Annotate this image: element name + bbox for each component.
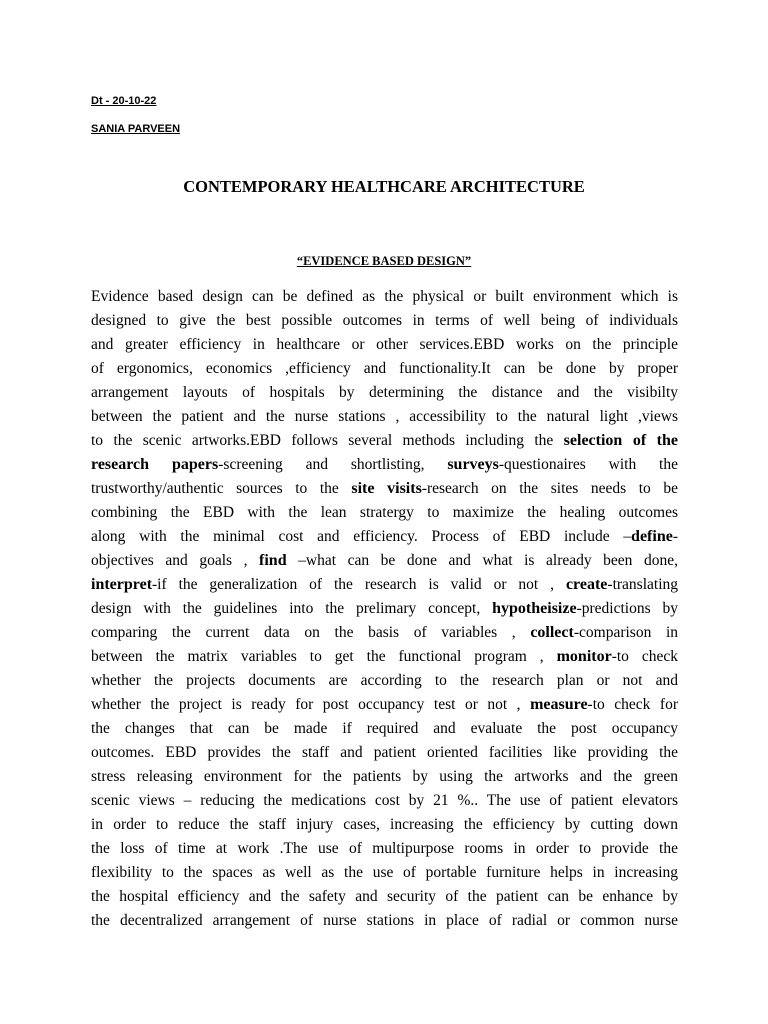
body-line [91,717,678,741]
body-line [91,357,678,381]
body-line [91,501,678,525]
document-title: CONTEMPORARY HEALTHCARE ARCHITECTURE [183,177,585,196]
body-line [91,285,678,309]
body-line [91,525,678,549]
text-run: whether the project is ready for post occupancy test or not , [91,696,531,713]
text-run: between the matrix variables to get the functional program , [91,648,557,665]
text-run: –what can be done and what is already been done, [286,552,678,569]
body-line [91,405,678,429]
text-run: outcomes. EBD provides the staff and patient oriented facilities like providing the [91,744,678,761]
body-line [91,837,678,861]
body-line [91,333,678,357]
bold-term: selection of the [563,432,678,449]
text-run: -research on the sites needs to be [421,480,678,497]
text-run: in order to reduce the staff injury cases, increasing the efficiency by cutting down [91,816,678,833]
text-run: -to check [611,648,678,665]
text-run: to the scenic artworks.EBD follows several methods including the [91,432,564,449]
date-line: Dt - 20-10-22 [91,95,157,107]
text-run: design with the guidelines into the prelimary concept, [91,600,493,617]
body-line [91,477,678,501]
body-line [91,309,678,333]
author-name: SANIA PARVEEN [91,123,181,135]
bold-term: hypotheisize [492,600,577,617]
text-run: the hospital efficiency and the safety and security of the patient can be enhance by [91,888,678,905]
text-run: the loss of time at work .The use of multipurpose rooms in order to provide the [91,840,678,857]
text-run: objectives and goals , [91,552,260,569]
bold-term: interpret [91,576,153,593]
bold-term: find [259,552,287,569]
text-run: -screening and shortlisting, [218,456,448,473]
bold-term: monitor [556,648,612,665]
body-line [91,813,678,837]
body-line [91,549,678,573]
body-line [91,453,678,477]
bold-term: measure [530,696,588,713]
body-line [91,597,678,621]
text-run: comparing the current data on the basis of variables , [91,624,531,641]
body-line [91,621,678,645]
text-run: arrangement layouts of hospitals by determining the distance and the visibilty [91,384,678,401]
text-run: the decentralized arrangement of nurse stations in place of radial or common nurse [91,912,678,929]
body-line [91,909,678,933]
body-line [91,573,678,597]
bold-term: site visits [351,480,422,497]
body-line [91,741,678,765]
text-run: trustworthy/authentic sources to the [91,480,352,497]
text-run: -translating [607,576,678,593]
bold-term: research papers [91,456,219,473]
text-run: between the patient and the nurse stations , accessibility to the natural light ,views [91,408,678,425]
bold-term: surveys [447,456,499,473]
text-run: flexibility to the spaces as well as the use of portable furniture helps in increasing [91,864,678,881]
bold-term: create [565,576,608,593]
text-run: -to check for [587,696,678,713]
body-line [91,381,678,405]
text-run: - [672,528,678,545]
body-paragraph [91,285,678,933]
body-line [91,429,678,453]
text-run: whether the projects documents are according to the research plan or not and [91,672,678,689]
text-run: the changes that can be made if required and evaluate the post occupancy [91,720,678,737]
body-line [91,765,678,789]
text-run: Evidence based design can be defined as the physical or built environment which is [91,288,678,305]
text-run: -comparison in [573,624,678,641]
body-line [91,645,678,669]
text-run: and greater efficiency in healthcare or other services.EBD works on the principle [91,336,678,353]
body-line [91,861,678,885]
text-run: of ergonomics, economics ,efficiency and functionality.It can be done by proper [91,360,678,377]
body-line [91,669,678,693]
text-run: stress releasing environment for the patients by using the artworks and the green [91,768,678,785]
text-run: combining the EBD with the lean stratergy to maximize the healing outcomes [91,504,678,521]
document-subtitle: “EVIDENCE BASED DESIGN” [296,254,472,268]
text-run: along with the minimal cost and efficiency. Process of EBD include – [91,528,632,545]
text-run: designed to give the best possible outcomes in terms of well being of individuals [91,312,678,329]
body-line [91,789,678,813]
bold-term: define [631,528,673,545]
bold-term: collect [530,624,574,641]
text-run: -if the generalization of the research is valid or not , [152,576,566,593]
body-line [91,693,678,717]
text-run: -predictions by [576,600,678,617]
body-line [91,885,678,909]
text-run: scenic views – reducing the medications cost by 21 %.. The use of patient elevators [91,792,678,809]
text-run: -questionaires with the [498,456,678,473]
